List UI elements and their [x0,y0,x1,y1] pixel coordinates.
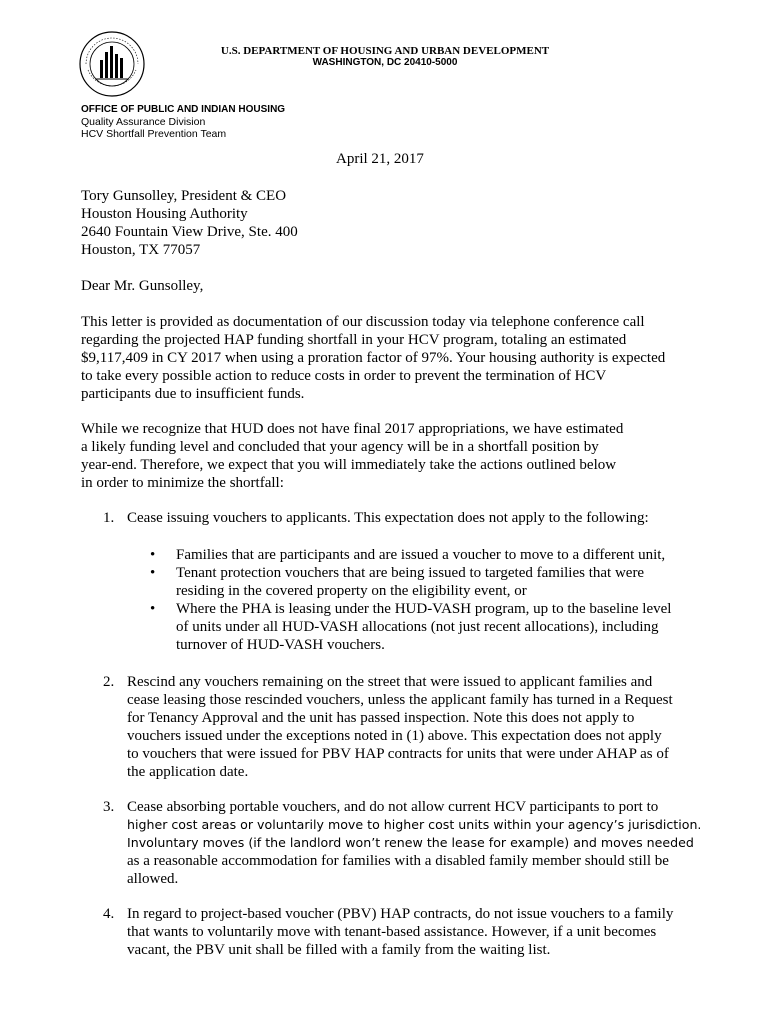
list-item-line: vacant, the PBV unit shall be filled with a family from the waiting list. [127,942,551,958]
bullet-line: Families that are participants and are issued a voucher to move to a different unit, [176,547,666,563]
list-number: 1. [103,510,115,526]
intro-line: regarding the projected HAP funding shortfall in your HCV program, totaling an estimated [81,332,627,348]
recipient-city: Houston, TX 77057 [81,242,201,258]
intro-line: $9,117,409 in CY 2017 when using a proration factor of 97%. Your housing authority is expected [81,350,666,366]
context-paragraph [81,420,711,492]
context-line: a likely funding level and concluded that your agency will be in a shortfall position by [81,439,599,455]
division-name: Quality Assurance Division [81,116,206,128]
office-name: OFFICE OF PUBLIC AND INDIAN HOUSING [81,104,286,115]
bullet-icon: • [150,547,156,563]
letter-date: April 21, 2017 [336,151,424,167]
list-number: 3. [103,799,115,815]
bullet-line: turnover of HUD-VASH vouchers. [176,637,385,653]
department-location: WASHINGTON, DC 20410-5000 [312,57,458,68]
bullet-icon: • [150,601,156,617]
list-item-line: cease leasing those rescinded vouchers, unless the applicant family has turned in a Request [127,692,673,708]
bullet-line: Where the PHA is leasing under the HUD-VASH program, up to the baseline level [176,601,672,617]
list-item-line: In regard to project-based voucher (PBV) HAP contracts, do not issue vouchers to a family [127,906,674,922]
bullet-line: residing in the covered property on the eligibility event, or [176,583,527,599]
intro-line: participants due to insufficient funds. [81,386,305,402]
list-item-line: the application date. [127,764,249,780]
bullet-line: Tenant protection vouchers that are being issued to targeted families that were [176,565,645,581]
list-item-line: vouchers issued under the exceptions noted in (1) above. This expectation does not apply [127,728,662,744]
list-item-line: Rescind any vouchers remaining on the street that were issued to applicant families and [127,674,653,690]
list-item-line: to vouchers that were issued for PBV HAP contracts for units that were under AHAP as of [127,746,669,762]
list-item-line: Cease issuing vouchers to applicants. This expectation does not apply to the following: [127,510,649,526]
team-name: HCV Shortfall Prevention Team [81,128,227,140]
intro-line: This letter is provided as documentation of our discussion today via telephone conference call [81,314,645,330]
department-name: U.S. DEPARTMENT OF HOUSING AND URBAN DEVELOPMENT [220,45,550,57]
list-item-line: Involuntary moves (if the landlord won’t renew the lease for example) and moves needed [127,835,694,850]
context-line: in order to minimize the shortfall: [81,475,284,491]
salutation: Dear Mr. Gunsolley, [81,278,204,294]
hud-seal-icon [78,30,146,98]
recipient-street: 2640 Fountain View Drive, Ste. 400 [81,224,298,240]
recipient-name: Tory Gunsolley, President & CEO [81,188,287,204]
context-line: While we recognize that HUD does not have final 2017 appropriations, we have estimated [81,421,624,437]
bullet-icon: • [150,565,156,581]
list-item-line: higher cost areas or voluntarily move to higher cost units within your agency’s jurisdiction. [127,817,702,832]
intro-line: to take every possible action to reduce costs in order to prevent the termination of HCV [81,368,607,384]
list-number: 2. [103,674,115,690]
bullet-line: of units under all HUD-VASH allocations (not just recent allocations), including [176,619,659,635]
list-item-line: that wants to voluntarily move with tenant-based assistance. However, if a unit becomes [127,924,657,940]
list-item-line: Cease absorbing portable vouchers, and do not allow current HCV participants to port to [127,799,659,815]
recipient-org: Houston Housing Authority [81,206,248,222]
list-number: 4. [103,906,115,922]
context-line: year-end. Therefore, we expect that you will immediately take the actions outlined below [81,457,617,473]
intro-paragraph [81,313,711,403]
list-item-line: as a reasonable accommodation for families with a disabled family member should still be [127,853,669,869]
list-item-line: allowed. [127,871,179,887]
list-item-line: for Tenancy Approval and the unit has passed inspection. Note this does not apply to [127,710,635,726]
